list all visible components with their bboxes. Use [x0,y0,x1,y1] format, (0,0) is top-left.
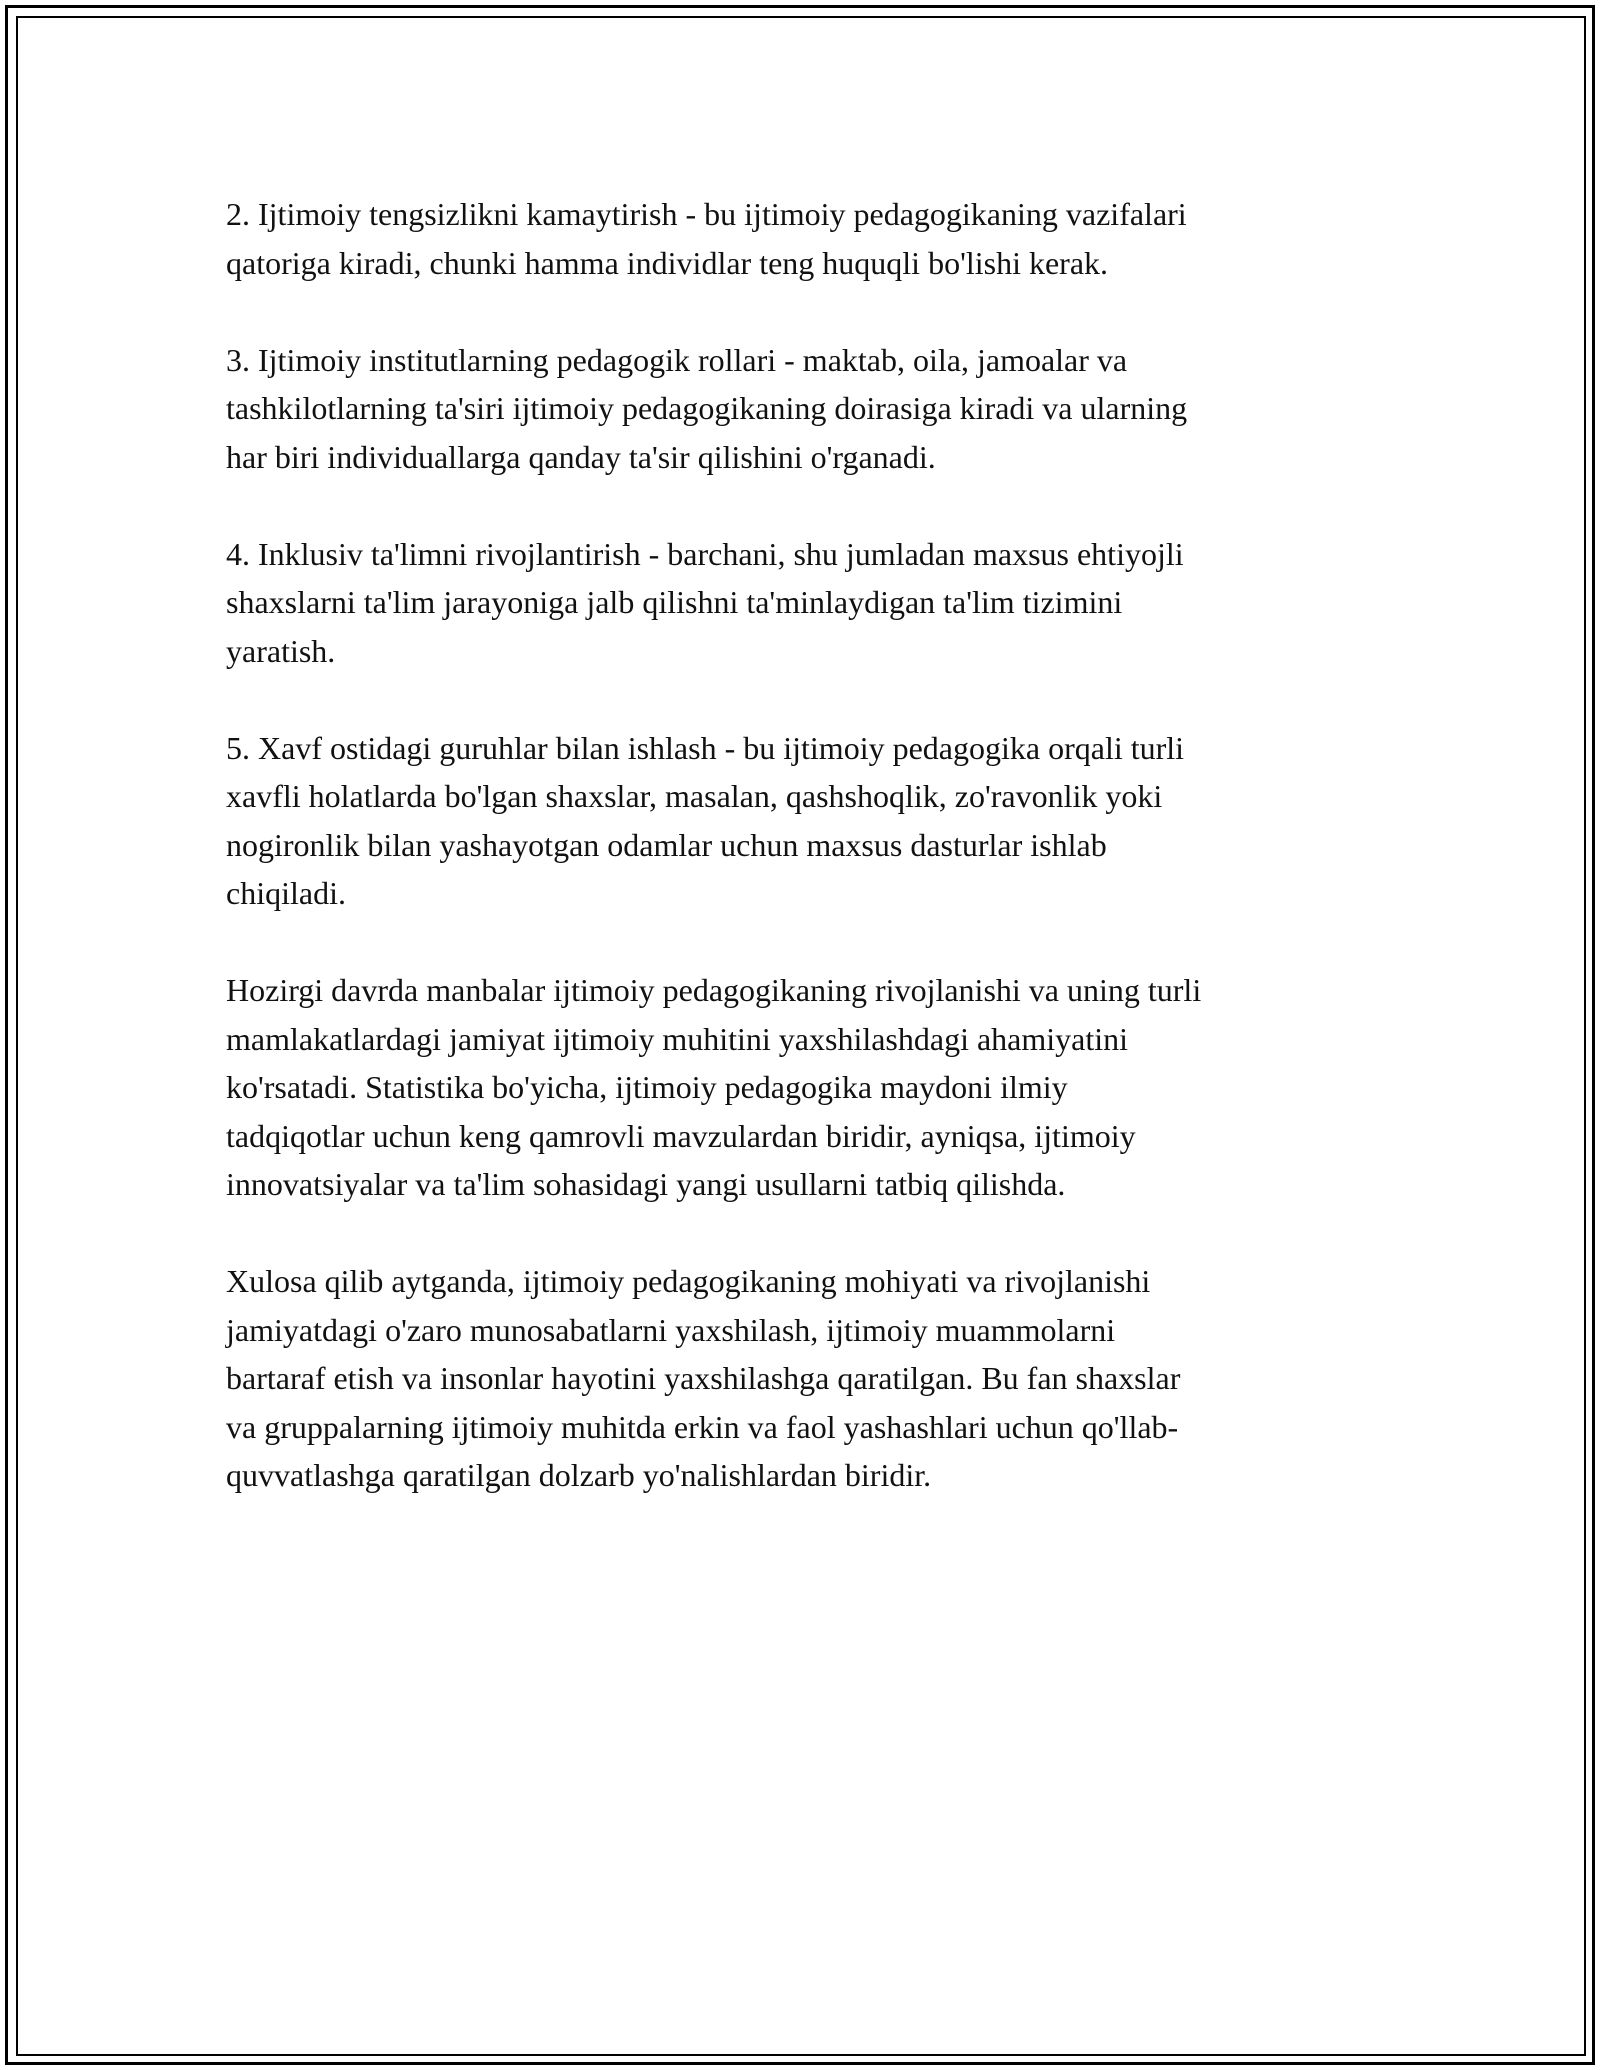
text-line: shaxslarni ta'lim jarayoniga jalb qilishni ta'minlaydigan ta'lim tizimini [226,584,1123,620]
paragraph-item-5 [226,724,1376,918]
text-line: bartaraf etish va insonlar hayotini yaxshilashga qaratilgan. Bu fan shaxslar [226,1360,1181,1396]
paragraph-item-3 [226,336,1376,482]
paragraph-item-4 [226,530,1376,676]
paragraph-conclusion [226,1257,1376,1500]
text-line: yaratish. [226,632,336,669]
text-line: jamiyatdagi o'zaro munosabatlarni yaxshilash, ijtimoiy muammolarni [226,1311,1116,1348]
text-line: chiqiladi. [226,875,346,911]
paragraph-current-state [226,966,1376,1209]
text-line: 5. Xavf ostidagi guruhlar bilan ishlash - bu ijtimoiy pedagogika orqali turli [226,729,1185,766]
text-line: Hozirgi davrda manbalar ijtimoiy pedagogikaning rivojlanishi va uning turli [226,972,1202,1008]
text-line: qatoriga kiradi, chunki hamma individlar teng huquqli bo'lishi kerak. [226,244,1109,281]
text-line: xavfli holatlarda bo'lgan shaxslar, masalan, qashshoqlik, zo'ravonlik yoki [226,778,1163,814]
document-body [226,190,1376,1548]
text-line: quvvatlashga qaratilgan dolzarb yo'nalishlardan biridir. [226,1457,932,1493]
text-line: har biri individuallarga qanday ta'sir qilishini o'rganadi. [226,438,936,475]
text-line: mamlakatlardagi jamiyat ijtimoiy muhitini yaxshilashdagi ahamiyatini [226,1020,1129,1057]
paragraph-item-2 [226,190,1376,287]
text-line: ko'rsatadi. Statistika bo'yicha, ijtimoiy pedagogika maydoni ilmiy [226,1069,1068,1105]
text-line: tadqiqotlar uchun keng qamrovli mavzulardan biridir, ayniqsa, ijtimoiy [226,1117,1136,1154]
text-line: Xulosa qilib aytganda, ijtimoiy pedagogikaning mohiyati va rivojlanishi [226,1263,1151,1299]
text-line: innovatsiyalar va ta'lim sohasidagi yangi usullarni tatbiq qilishda. [226,1166,1066,1202]
text-line: 3. Ijtimoiy institutlarning pedagogik rollari - maktab, oila, jamoalar va [226,341,1128,378]
text-line: va gruppalarning ijtimoiy muhitda erkin va faol yashashlari uchun qo'llab- [226,1408,1179,1445]
text-line: 4. Inklusiv ta'limni rivojlantirish - barchani, shu jumladan maxsus ehtiyojli [226,535,1184,572]
text-line: 2. Ijtimoiy tengsizlikni kamaytirish - bu ijtimoiy pedagogikaning vazifalari [226,196,1187,232]
text-line: tashkilotlarning ta'siri ijtimoiy pedagogikaning doirasiga kiradi va ularning [226,390,1188,426]
text-line: nogironlik bilan yashayotgan odamlar uchun maxsus dasturlar ishlab [226,826,1107,863]
